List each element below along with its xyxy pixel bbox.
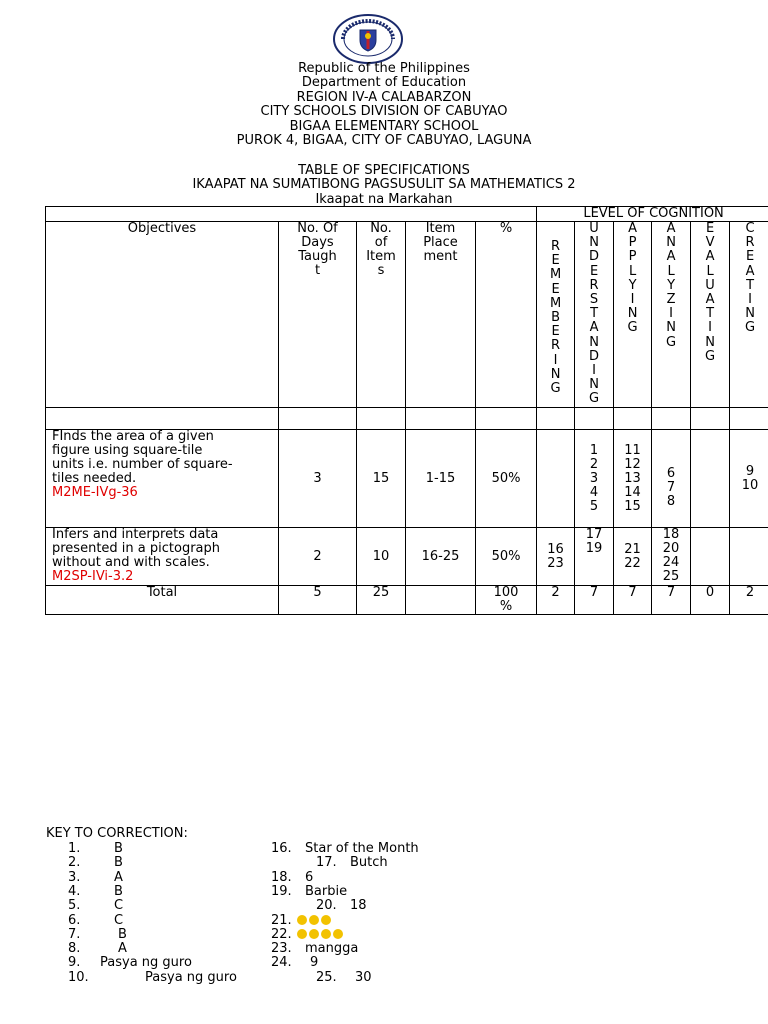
blank-header-cell [46, 207, 537, 222]
school-header [0, 62, 768, 148]
list-item: V [705, 235, 715, 251]
list-item: I [748, 292, 752, 308]
list-item: B [551, 310, 561, 326]
level-of-cognition-header: LEVEL OF COGNITION [537, 207, 768, 222]
key-number: 23. [271, 941, 292, 957]
list-item: M [549, 267, 562, 283]
tos-quarter: Ikaapat na Markahan [315, 191, 453, 207]
list-item: S [589, 292, 599, 308]
key-number: 17. [316, 855, 337, 871]
list-item: 7 [666, 479, 676, 495]
objectives-header: Objectives [46, 222, 279, 408]
smiley-icon [321, 915, 331, 925]
days-value: 3 [279, 430, 357, 528]
key-number: 10. [68, 969, 89, 985]
list-item: Taugh [298, 249, 337, 264]
list-item: Item [366, 249, 396, 264]
key-answer: B [118, 926, 127, 942]
total-label: Total [46, 586, 279, 615]
list-item: G [666, 334, 677, 350]
list-item: % [499, 599, 513, 614]
applying-items [614, 528, 652, 586]
smiley-icon [309, 915, 319, 925]
list-item: 24 [662, 555, 680, 570]
key-answer: 9 [310, 955, 319, 971]
list-item: 14 [624, 484, 641, 500]
days-taught-header [279, 222, 357, 408]
list-item: E [745, 249, 755, 265]
list-item: P [628, 249, 637, 265]
list-item: A [745, 263, 755, 279]
list-item: Y [667, 277, 676, 293]
key-number: 9. [68, 955, 81, 971]
list-item: E [551, 281, 560, 297]
list-item: G [627, 320, 638, 336]
list-item: T [746, 277, 755, 293]
key-number: 7. [68, 926, 81, 942]
total-row [46, 586, 768, 615]
remembering-header [537, 222, 575, 408]
total-percent [476, 586, 537, 615]
list-item: 11 [624, 442, 641, 458]
evaluating-items [691, 430, 730, 528]
list-item: M [549, 295, 562, 311]
key-answer: Pasya ng guro [145, 969, 237, 985]
applying-header [614, 222, 652, 408]
list-item: tiles needed. [52, 471, 137, 486]
total-analyzing: 7 [652, 586, 691, 615]
list-item: G [550, 381, 561, 397]
list-item: I [592, 363, 596, 379]
key-number: 8. [68, 941, 81, 957]
list-item: Place [423, 235, 458, 250]
key-number: 24. [271, 955, 292, 971]
list-item: without and with scales. [52, 555, 210, 570]
table-row [46, 430, 768, 528]
percent-value: 50% [476, 528, 537, 586]
creating-header [730, 222, 768, 408]
key-number: 22. [271, 926, 292, 942]
creating-items [730, 430, 768, 528]
key-number: 2. [68, 855, 81, 871]
list-item: 4 [589, 484, 599, 500]
competency-code: M2ME-IVg-36 [52, 485, 138, 500]
header-address: PUROK 4, BIGAA, CITY OF CABUYAO, LAGUNA [236, 133, 532, 149]
item-placement-header [406, 222, 476, 408]
remembering-items [537, 430, 575, 528]
smiley-icon [309, 929, 319, 939]
list-item: Item [425, 221, 456, 236]
list-item: I [669, 306, 673, 322]
creating-items [730, 528, 768, 586]
list-item: 18 [662, 527, 680, 542]
list-item: 8 [666, 493, 676, 509]
list-item: Y [628, 277, 637, 293]
list-item: P [628, 235, 637, 251]
key-answer: 6 [305, 869, 314, 885]
list-item: R [551, 338, 561, 354]
total-applying: 7 [614, 586, 652, 615]
list-item: 100 [493, 585, 519, 600]
tos-title: TABLE OF SPECIFICATIONS [298, 163, 470, 178]
smiley-icon [333, 929, 343, 939]
list-item: N [589, 235, 599, 251]
evaluating-header [691, 222, 730, 408]
list-item: A [628, 221, 638, 236]
key-number: 3. [68, 869, 81, 885]
list-item: ment [423, 249, 458, 264]
list-item: N [666, 320, 676, 336]
key-number: 20. [316, 898, 337, 914]
list-item: T [706, 306, 715, 322]
understanding-header [575, 222, 614, 408]
key-answer: C [114, 912, 124, 928]
percent-value: 50% [476, 430, 537, 528]
list-item: No. [370, 221, 392, 236]
list-item: E [551, 324, 560, 340]
list-item: C [745, 221, 755, 236]
list-item: L [667, 263, 675, 279]
header-school: BIGAA ELEMENTARY SCHOOL [289, 118, 479, 134]
list-item: Infers and interprets data [52, 527, 219, 542]
header-division: CITY SCHOOLS DIVISION OF CABUYAO [260, 104, 508, 120]
smiley-icon [297, 929, 307, 939]
total-days: 5 [279, 586, 357, 615]
list-item: I [708, 320, 712, 336]
key-answer: A [114, 869, 123, 885]
list-item: 2 [589, 456, 599, 472]
list-item: E [551, 253, 560, 269]
list-item: G [745, 320, 756, 336]
key-number: 1. [68, 841, 81, 856]
analyzing-header [652, 222, 691, 408]
key-answer: mangga [305, 941, 359, 957]
placement-value: 1-15 [406, 430, 476, 528]
key-answer: B [114, 841, 123, 856]
list-item: A [705, 292, 715, 308]
key-number: 16. [271, 841, 292, 856]
list-item: N [745, 306, 755, 322]
objective-1 [46, 430, 279, 528]
list-item: N [589, 377, 599, 393]
key-answer: B [114, 855, 123, 871]
key-answer [297, 927, 345, 942]
key-number: 5. [68, 898, 81, 914]
key-number: 21. [271, 912, 292, 928]
list-item: 20 [662, 541, 680, 556]
list-item: No. Of [297, 221, 338, 236]
analyzing-items [652, 528, 691, 586]
remembering-items [537, 528, 575, 586]
list-item: T [590, 306, 599, 322]
list-item: 3 [589, 470, 599, 486]
key-answer: Barbie [305, 883, 348, 899]
objective-2 [46, 528, 279, 586]
list-item: I [630, 292, 635, 308]
list-item: A [705, 249, 715, 265]
list-item: units i.e. number of square- [52, 457, 233, 472]
total-remembering: 2 [537, 586, 575, 615]
list-item: A [666, 249, 676, 265]
total-placement [406, 586, 476, 615]
list-item: U [705, 277, 715, 293]
understanding-items [575, 528, 614, 586]
key-answer: B [114, 883, 123, 899]
list-item: G [589, 391, 600, 407]
list-item: D [589, 348, 600, 364]
smiley-icon [321, 929, 331, 939]
items-value: 15 [357, 430, 406, 528]
list-item: Z [666, 292, 676, 308]
evaluating-items [691, 528, 730, 586]
list-item: figure using square-tile [52, 443, 203, 458]
key-title: KEY TO CORRECTION: [46, 826, 188, 841]
understanding-items [575, 430, 614, 528]
list-item: L [706, 263, 714, 279]
key-answer: 18 [350, 898, 367, 914]
list-item: 13 [624, 470, 641, 486]
key-answer: C [114, 898, 124, 914]
key-number: 25. [316, 969, 337, 985]
list-item: R [551, 239, 561, 254]
list-item: of [374, 235, 388, 250]
percent-header: % [476, 222, 537, 408]
list-item: 1 [589, 442, 599, 458]
tos-title-block [0, 164, 768, 207]
key-answer: Star of the Month [305, 841, 419, 856]
list-item: 25 [662, 569, 680, 584]
competency-code: M2SP-IVi-3.2 [52, 569, 134, 584]
list-item: N [589, 334, 599, 350]
tos-subtitle: IKAAPAT NA SUMATIBONG PAGSUSULIT SA MATHEMATICS 2 [192, 177, 576, 193]
list-item: A [589, 320, 599, 336]
header-region: REGION IV-A CALABARZON [296, 89, 472, 105]
key-number: 19. [271, 883, 292, 899]
days-value: 2 [279, 528, 357, 586]
list-item: L [628, 263, 637, 279]
list-item: 10 [741, 477, 759, 493]
key-number: 18. [271, 869, 292, 885]
no-of-items-header [357, 222, 406, 408]
list-item: R [745, 235, 755, 251]
list-item: E [589, 263, 599, 279]
list-item: R [589, 277, 599, 293]
list-item: N [627, 306, 638, 322]
smiley-icon [297, 915, 307, 925]
list-item: 19 [585, 541, 603, 556]
list-item: 15 [624, 498, 641, 514]
list-item: t [314, 263, 321, 278]
key-answer: Pasya ng guro [100, 955, 192, 971]
list-item: E [705, 221, 715, 236]
key-answer [297, 913, 333, 928]
list-item: 23 [547, 555, 564, 571]
total-understanding: 7 [575, 586, 614, 615]
list-item: 5 [589, 498, 599, 514]
list-item: presented in a pictograph [52, 541, 220, 556]
list-item: G [705, 348, 716, 364]
key-answer: Butch [350, 855, 388, 871]
list-item: FInds the area of a given [52, 429, 214, 444]
header-republic: Republic of the Philippines [298, 61, 470, 76]
analyzing-items [652, 430, 691, 528]
deped-seal-logo [331, 14, 405, 64]
header-department: Department of Education [301, 75, 467, 91]
total-creating: 2 [730, 586, 768, 615]
total-evaluating: 0 [691, 586, 730, 615]
list-item: 21 [624, 541, 641, 557]
key-answer: 30 [355, 969, 372, 985]
list-item: 12 [624, 456, 641, 472]
list-item: D [589, 249, 600, 265]
blank-row-cell [46, 408, 279, 430]
list-item: U [589, 221, 599, 236]
specification-table [45, 206, 768, 615]
list-item: 6 [666, 465, 676, 481]
list-item: N [705, 334, 715, 350]
list-item: 16 [547, 541, 564, 557]
key-answer: A [118, 941, 127, 957]
items-value: 10 [357, 528, 406, 586]
total-items: 25 [357, 586, 406, 615]
key-number: 4. [68, 883, 81, 899]
list-item: A [666, 221, 676, 236]
key-number: 6. [68, 912, 81, 928]
list-item: N [550, 366, 561, 382]
list-item: I [553, 352, 558, 368]
list-item: 17 [585, 527, 603, 542]
list-item: Days [301, 235, 334, 250]
list-item: 9 [745, 463, 755, 479]
applying-items [614, 430, 652, 528]
list-item: N [666, 235, 676, 251]
placement-value: 16-25 [406, 528, 476, 586]
list-item: s [377, 263, 385, 278]
table-row [46, 528, 768, 586]
list-item: 22 [624, 555, 641, 571]
